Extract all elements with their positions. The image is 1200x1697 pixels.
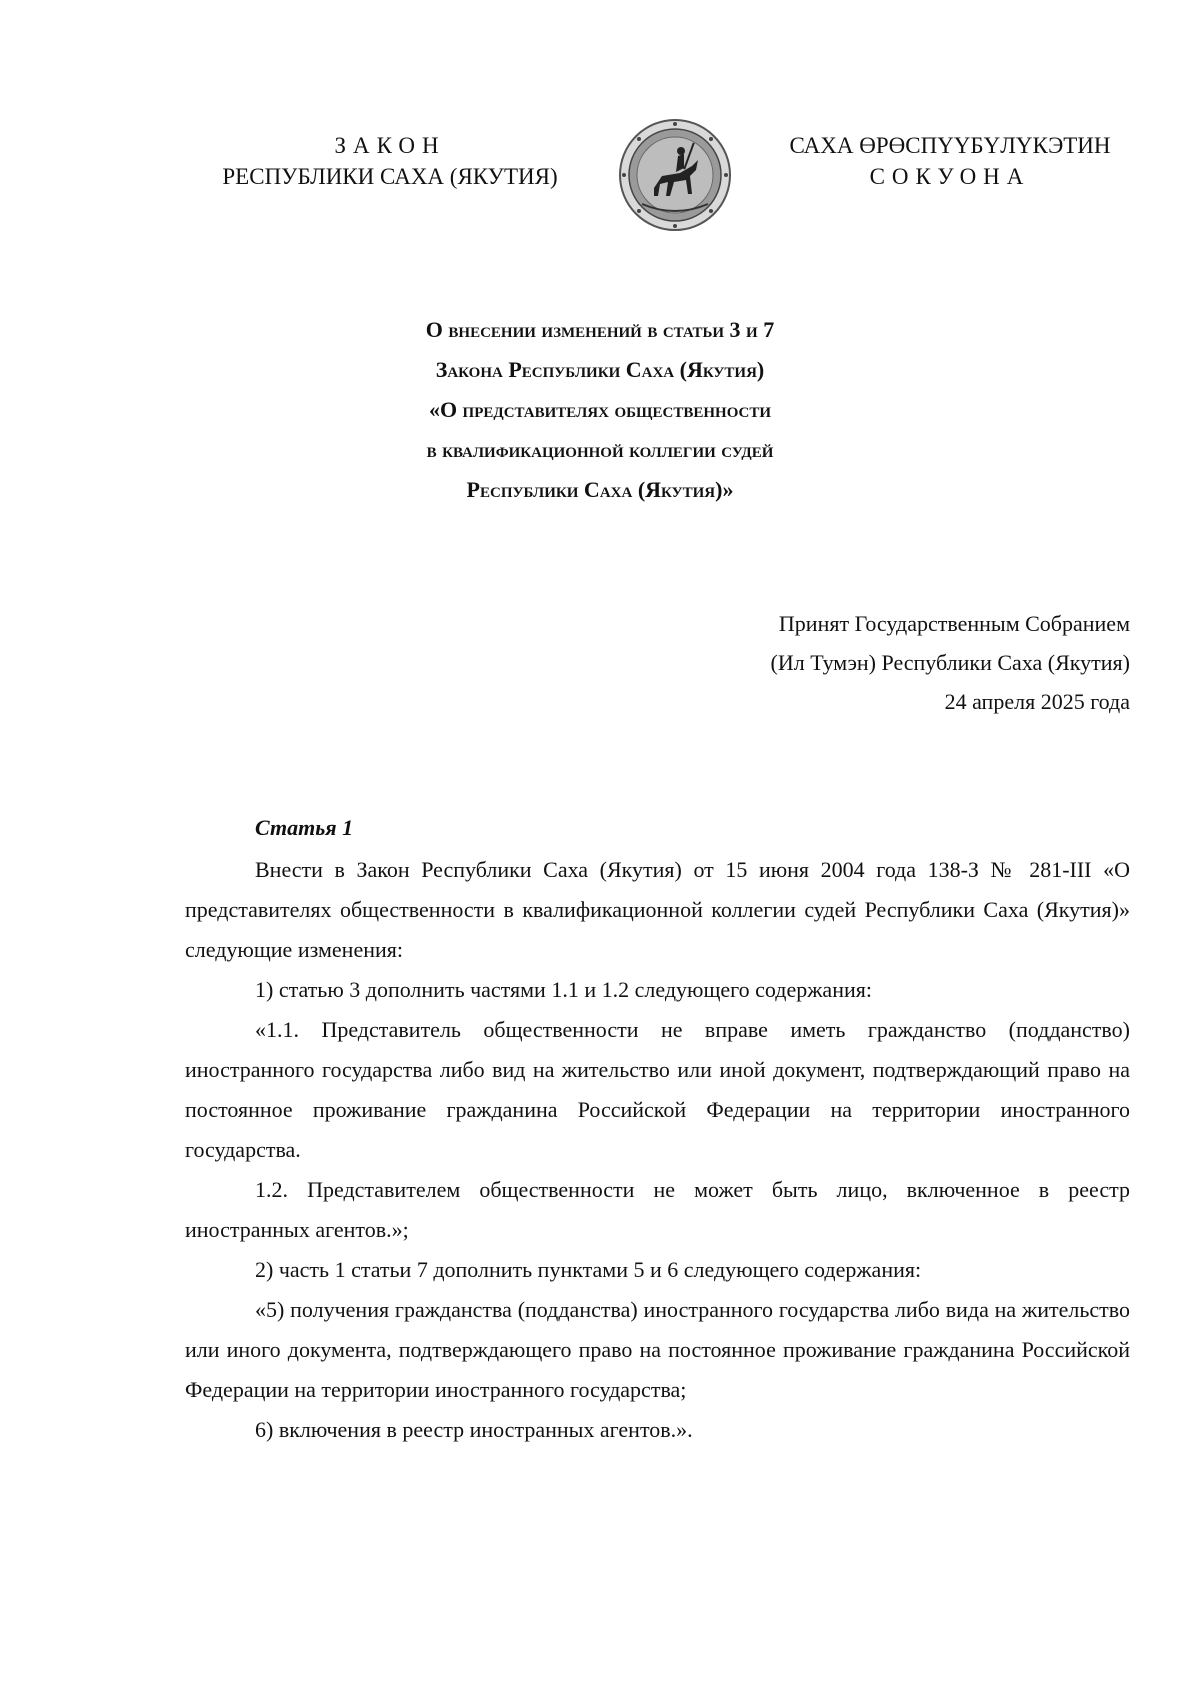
law-title bbox=[300, 310, 900, 510]
law-title-line: Закона Республики Саха (Якутия) bbox=[435, 357, 765, 382]
law-title-line: в квалификационной коллегии судей bbox=[426, 437, 774, 462]
article-heading: Статья 1 bbox=[255, 815, 354, 840]
adoption-line: (Ил Тумэн) Республики Саха (Якутия) bbox=[770, 650, 1130, 675]
header-left bbox=[190, 130, 590, 192]
header-right bbox=[760, 130, 1140, 192]
article-paragraph: 6) включения в реестр иностранных агентов.». bbox=[255, 1417, 693, 1442]
adoption-note bbox=[610, 604, 1130, 721]
header-right-subtitle: СОКУОНА bbox=[869, 164, 1031, 189]
article-paragraph: 1) статью 3 дополнить частями 1.1 и 1.2 следующего содержания: bbox=[255, 977, 872, 1002]
article-paragraph: 2) часть 1 статьи 7 дополнить пунктами 5 и 6 следующего содержания: bbox=[255, 1257, 922, 1282]
article-paragraph: «1.1. Представитель общественности не вправе иметь гражданство (подданство) иностранного государства либо вид на жительство или иной документ, подтверждающий право на постоянное проживание гражданина Российской Федерации на территории иностранного государства. bbox=[185, 1017, 1130, 1162]
article-body bbox=[185, 808, 1130, 1450]
adoption-line: Принят Государственным Собранием bbox=[778, 611, 1130, 636]
law-title-line: О внесении изменений в статьи 3 и 7 bbox=[425, 317, 775, 342]
article-paragraph: «5) получения гражданства (подданства) иностранного государства либо вида на жительство или иного документа, подтверждающего право на постоянное проживание гражданина Российской Федерации на территории иностранного государства; bbox=[185, 1297, 1130, 1402]
article-paragraph: Внести в Закон Республики Саха (Якутия) от 15 июня 2004 года 138-З № 281-III «О представителях общественности в квалификационной коллегии судей Республики Саха (Якутия)» следующие изменения: bbox=[185, 857, 1130, 962]
article-paragraph: 1.2. Представителем общественности не может быть лицо, включенное в реестр иностранных агентов.»; bbox=[185, 1177, 1130, 1242]
header-left-subtitle: РЕСПУБЛИКИ САХА (ЯКУТИЯ) bbox=[222, 164, 558, 189]
header-right-title: САХА ӨРӨСПҮҮБҮЛҮКЭТИН bbox=[789, 133, 1111, 158]
law-title-line: «О представителях общественности bbox=[428, 397, 772, 422]
law-title-line: Республики Саха (Якутия)» bbox=[466, 477, 734, 502]
coat-of-arms-emblem-icon bbox=[618, 118, 732, 232]
adoption-date: 24 апреля 2025 года bbox=[944, 689, 1130, 714]
header-left-title: ЗАКОН bbox=[334, 133, 446, 158]
